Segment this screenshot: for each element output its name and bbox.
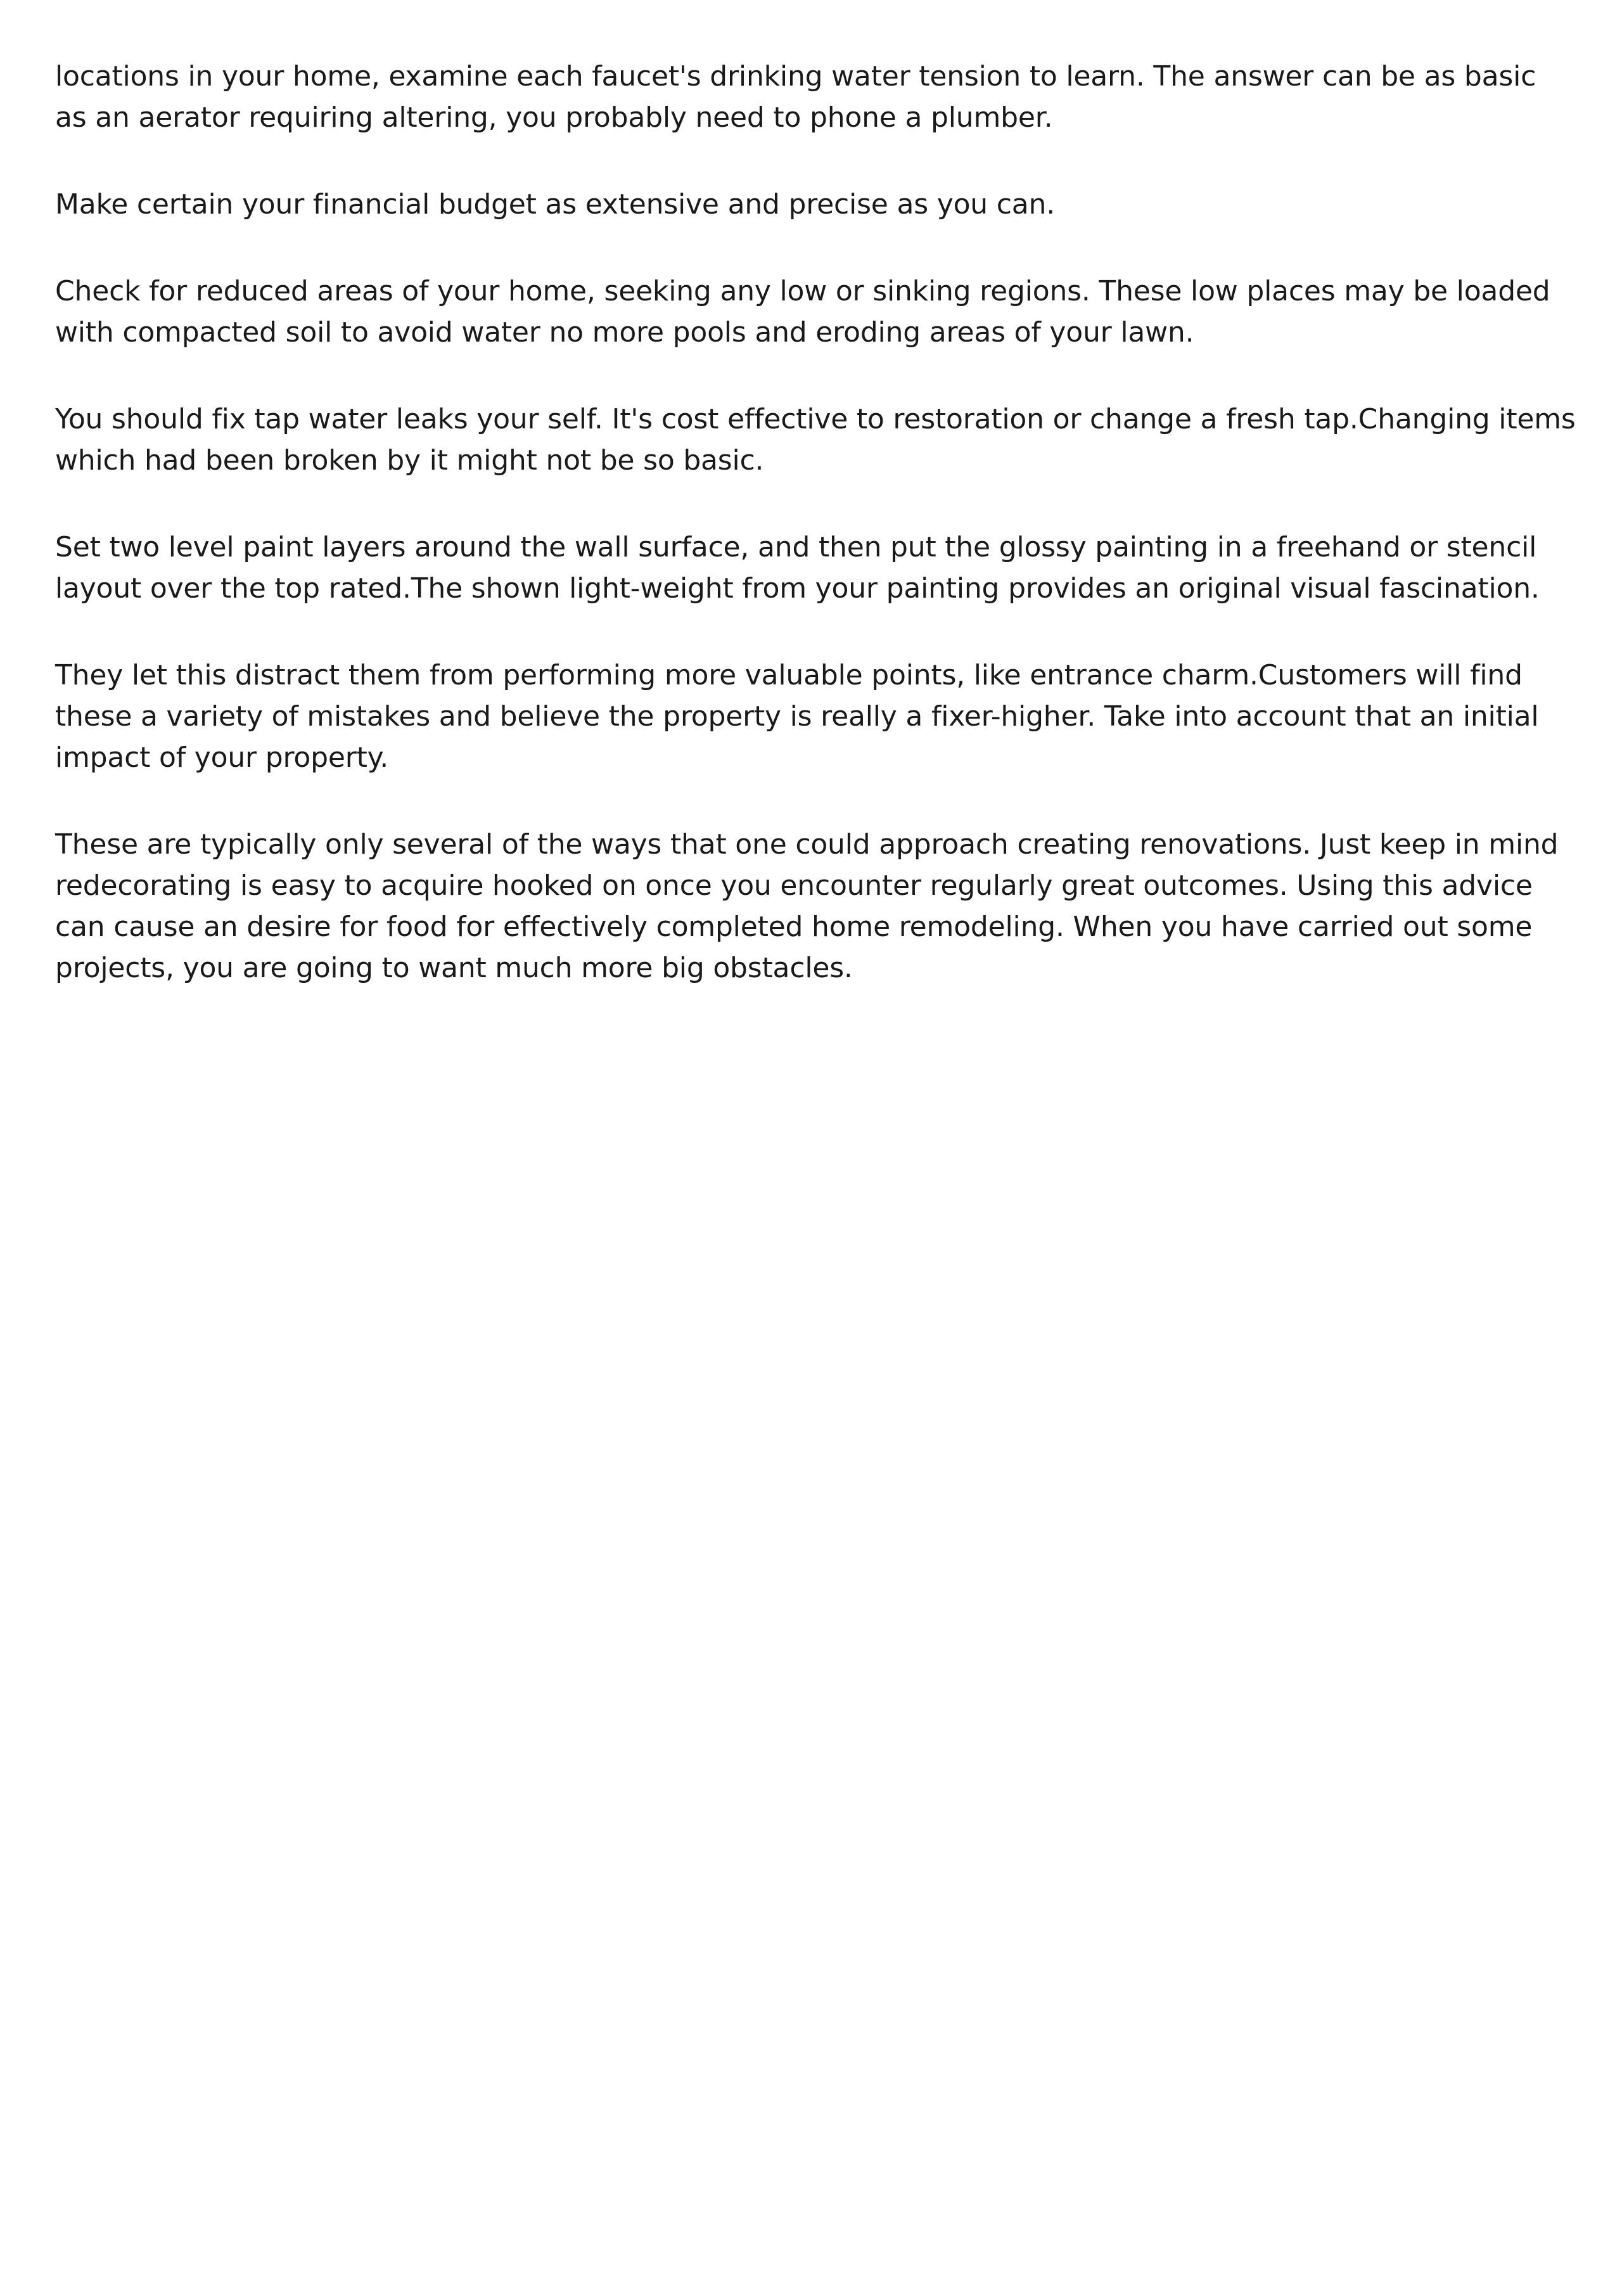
paragraph-4: You should fix tap water leaks your self. It's cost effective to restoration or change a fresh tap.Changing items which had been broken by it might not be so basic. xyxy=(55,403,1576,477)
paragraph-6: They let this distract them from performing more valuable points, like entrance charm.Customers will find these a variety of mistakes and believe the property is really a fixer-higher. Take into account that an initial impact of your property. xyxy=(55,659,1539,774)
paragraph-3: Check for reduced areas of your home, seeking any low or sinking regions. These low places may be loaded with compacted soil to avoid water no more pools and eroding areas of your lawn. xyxy=(55,275,1550,349)
paragraph-5: Set two level paint layers around the wall surface, and then put the glossy painting in a freehand or stencil layout over the top rated.The shown light-weight from your painting provides an original visual fascination. xyxy=(55,531,1540,605)
document-body xyxy=(55,56,1576,1034)
paragraph-2: Make certain your financial budget as extensive and precise as you can. xyxy=(55,188,1055,221)
paragraph-7: These are typically only several of the ways that one could approach creating renovations. Just keep in mind redecorating is easy to acquire hooked on once you encounter regularly great outcomes. Using this advice can cause an desire for food for effectively completed home remodeling. When you have carried out some projects, you are going to want much more big obstacles. xyxy=(55,828,1559,984)
paragraph-1: locations in your home, examine each faucet's drinking water tension to learn. The answer can be as basic as an aerator requiring altering, you probably need to phone a plumber. xyxy=(55,60,1536,134)
